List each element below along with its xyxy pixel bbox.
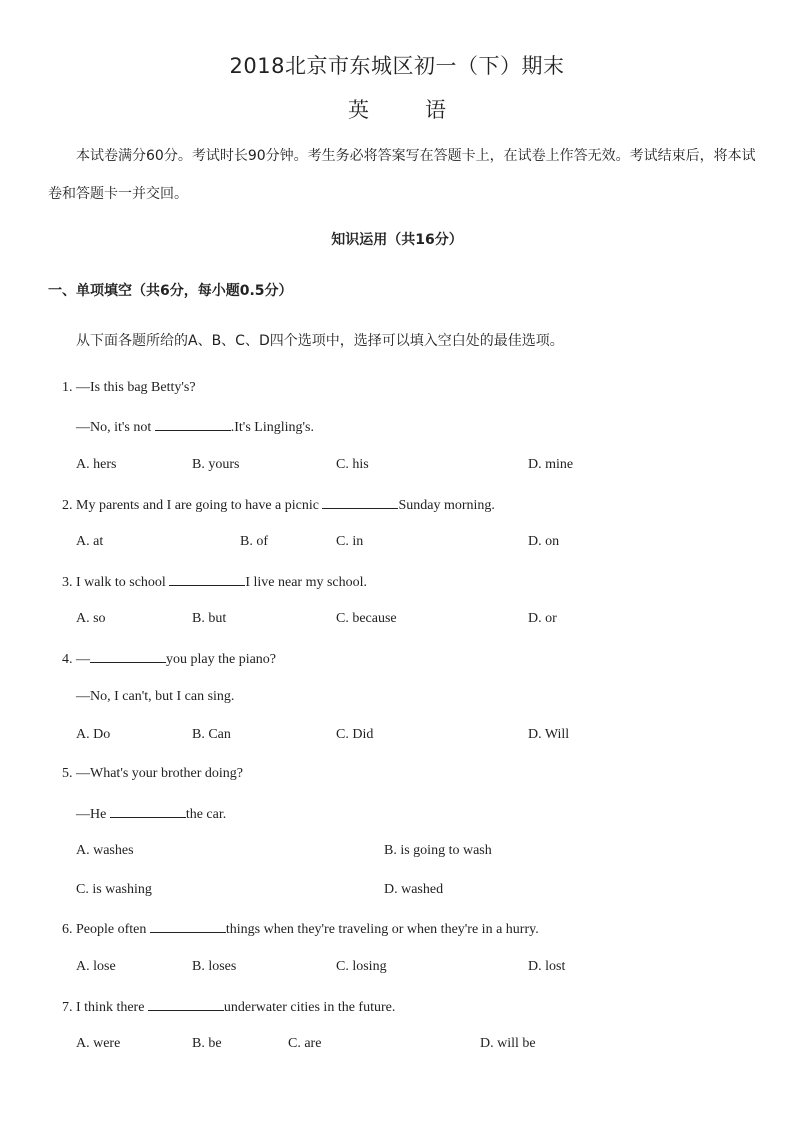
option-b: B. but bbox=[192, 611, 227, 626]
option-a: A. so bbox=[76, 611, 106, 626]
option-a: A. at bbox=[76, 534, 104, 549]
option-c: C. because bbox=[336, 611, 397, 626]
option-c: C. Did bbox=[336, 727, 374, 742]
page-title: 2018北京市东城区初一（下）期末 bbox=[229, 54, 565, 78]
option-b: B. be bbox=[192, 1036, 222, 1051]
question-text: underwater cities in the future. bbox=[223, 1000, 396, 1015]
option-a: A. washes bbox=[76, 843, 134, 858]
option-d: D. mine bbox=[528, 457, 574, 472]
question-text: Sunday morning. bbox=[398, 498, 495, 513]
question-text: I think there bbox=[76, 1000, 148, 1015]
question-5 bbox=[62, 766, 243, 782]
answer-blank bbox=[110, 805, 186, 818]
exam-instructions: 本试卷满分60分。考试时长90分钟。考生务必将答案写在答题卡上，在试卷上作答无效。考试结束后，将本试卷和答题卡一并交回。 bbox=[48, 148, 756, 202]
section-title: 知识运用（共16分） bbox=[331, 232, 463, 248]
question-4-line-2: —No, I can't, but I can sing. bbox=[76, 689, 235, 704]
option-d: D. or bbox=[528, 611, 557, 626]
question-text: you play the piano? bbox=[166, 652, 277, 667]
option-c: C. in bbox=[336, 534, 364, 549]
question-3 bbox=[62, 573, 367, 591]
answer-blank bbox=[155, 418, 231, 431]
question-text: — bbox=[76, 652, 90, 667]
option-d: D. lost bbox=[528, 959, 566, 974]
question-text: My parents and I are going to have a picnic bbox=[76, 498, 323, 513]
question-text: .It's Lingling's. bbox=[230, 420, 314, 435]
option-b: B. Can bbox=[192, 727, 231, 742]
answer-blank bbox=[150, 920, 226, 933]
question-text: People often bbox=[76, 922, 150, 937]
answer-blank bbox=[90, 650, 166, 663]
question-number: 5. bbox=[62, 766, 73, 781]
question-number: 6. bbox=[62, 922, 73, 937]
option-a: A. hers bbox=[76, 457, 117, 472]
option-c: C. his bbox=[336, 457, 369, 472]
part-instruction: 从下面各题所给的A、B、C、D四个选项中，选择可以填入空白处的最佳选项。 bbox=[76, 333, 564, 349]
question-text: —He bbox=[76, 807, 110, 822]
question-text: —What's your brother doing? bbox=[76, 766, 243, 781]
option-b: B. of bbox=[240, 534, 268, 549]
option-d: D. on bbox=[528, 534, 560, 549]
option-a: A. lose bbox=[76, 959, 116, 974]
answer-blank bbox=[322, 496, 398, 509]
option-d: D. washed bbox=[384, 882, 444, 897]
question-4 bbox=[62, 650, 276, 668]
question-1-line-2 bbox=[76, 418, 314, 436]
option-b: B. is going to wash bbox=[384, 843, 492, 858]
question-2 bbox=[62, 496, 495, 514]
question-text: —No, it's not bbox=[76, 420, 155, 435]
question-1 bbox=[62, 380, 196, 396]
question-7 bbox=[62, 998, 395, 1016]
question-number: 1. bbox=[62, 380, 73, 395]
question-text: the car. bbox=[185, 807, 227, 822]
question-5-line-2 bbox=[76, 805, 226, 823]
question-text: I live near my school. bbox=[245, 575, 368, 590]
question-number: 3. bbox=[62, 575, 73, 590]
subject-char-2: 语 bbox=[425, 98, 446, 122]
question-text: I walk to school bbox=[76, 575, 170, 590]
answer-blank bbox=[148, 998, 224, 1011]
option-b: B. loses bbox=[192, 959, 237, 974]
question-text: things when they're traveling or when they're in a hurry. bbox=[225, 922, 539, 937]
option-d: D. Will bbox=[528, 727, 570, 742]
question-text: —Is this bag Betty's? bbox=[76, 380, 196, 395]
option-b: B. yours bbox=[192, 457, 240, 472]
subject-char-1: 英 bbox=[348, 98, 369, 122]
option-c: C. are bbox=[288, 1036, 322, 1051]
option-d: D. will be bbox=[480, 1036, 536, 1051]
option-c: C. is washing bbox=[76, 882, 152, 897]
option-a: A. were bbox=[76, 1036, 121, 1051]
question-number: 4. bbox=[62, 652, 73, 667]
question-6 bbox=[62, 920, 539, 938]
option-c: C. losing bbox=[336, 959, 387, 974]
subject-title bbox=[0, 94, 794, 124]
answer-blank bbox=[169, 573, 245, 586]
question-number: 2. bbox=[62, 498, 73, 513]
part-title: 一、单项填空（共6分，每小题0.5分） bbox=[48, 283, 293, 299]
option-a: A. Do bbox=[76, 727, 111, 742]
question-number: 7. bbox=[62, 1000, 73, 1015]
